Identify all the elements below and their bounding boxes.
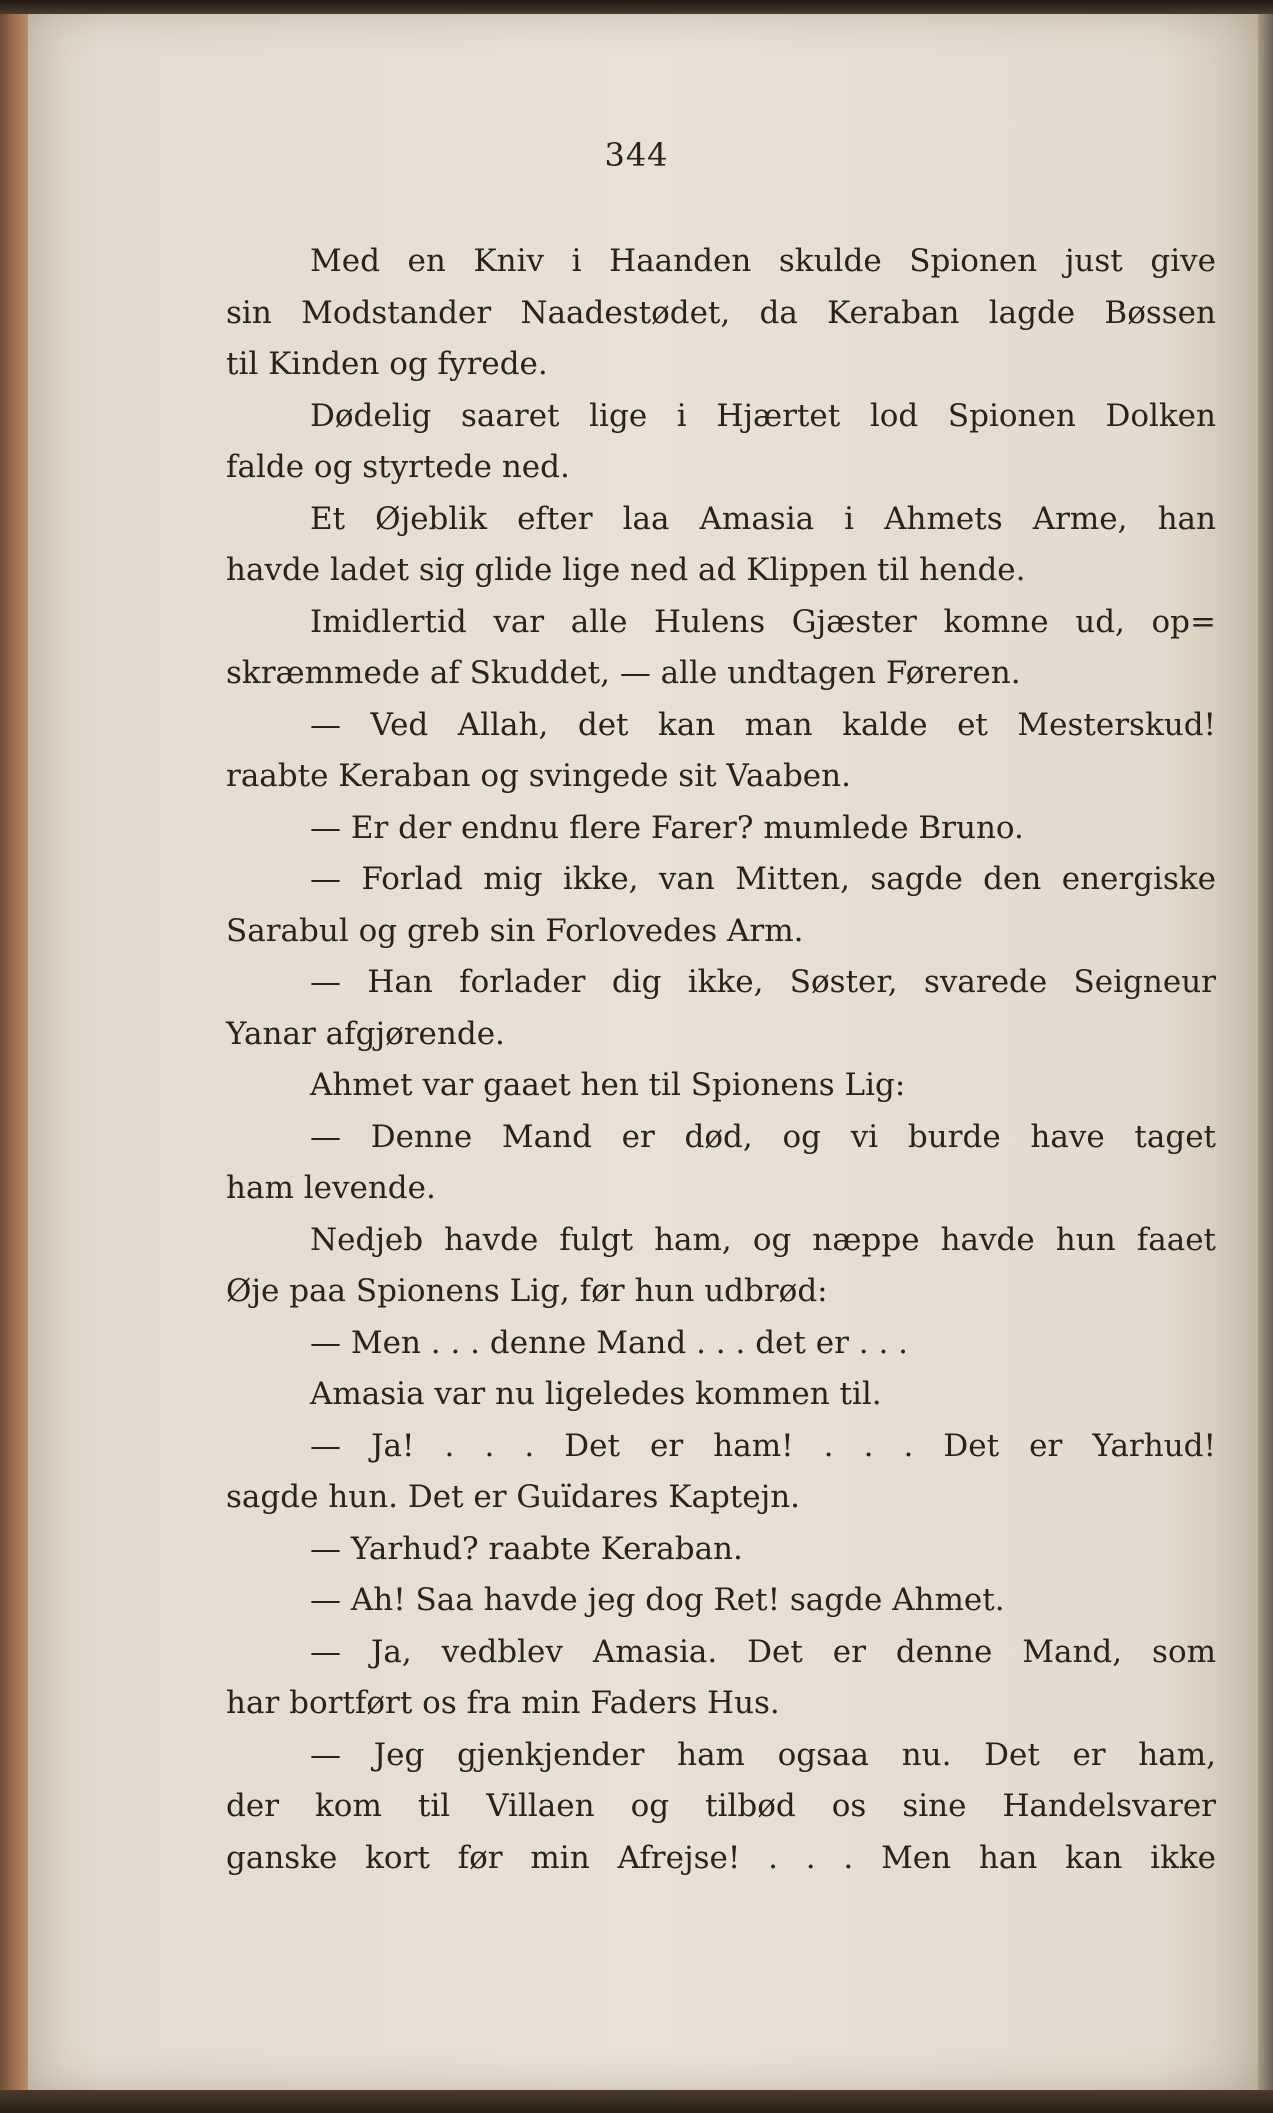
top-edge bbox=[0, 0, 1273, 14]
text-line: der kom til Villaen og tilbød os sine Handelsvarer bbox=[226, 1788, 1216, 1824]
text-line: Yanar afgjørende. bbox=[226, 1015, 505, 1052]
text-line: Nedjeb havde fulgt ham, og næppe havde hun faaet bbox=[310, 1221, 1216, 1258]
text-line: Ahmet var gaaet hen til Spionens Lig: bbox=[310, 1067, 906, 1103]
text-line: sin Modstander Naadestødet, da Keraban lagde Bøssen bbox=[226, 294, 1216, 331]
text-line: skræmmede af Skuddet, — alle undtagen Føreren. bbox=[226, 655, 1021, 691]
book-binding bbox=[0, 0, 28, 2113]
text-line: — Er der endnu flere Farer? mumlede Bruno. bbox=[310, 809, 1024, 846]
text-line: sagde hun. Det er Guïdares Kaptejn. bbox=[226, 1479, 801, 1515]
text-line: Med en Kniv i Haanden skulde Spionen just give bbox=[310, 243, 1216, 279]
text-line: — Forlad mig ikke, van Mitten, sagde den energiske bbox=[310, 861, 1216, 897]
text-line: til Kinden og fyrede. bbox=[226, 346, 548, 382]
text-line: — Yarhud? raabte Keraban. bbox=[310, 1530, 743, 1567]
text-line: ganske kort før min Afrejse! . . . Men han kan ikke bbox=[226, 1839, 1216, 1876]
text-line: Amasia var nu ligeledes kommen til. bbox=[310, 1376, 882, 1412]
text-line: — Denne Mand er død, og vi burde have taget bbox=[310, 1118, 1216, 1155]
text-line: Imidlertid var alle Hulens Gjæster komne ud, op= bbox=[310, 603, 1216, 640]
text-line: — Ah! Saa havde jeg dog Ret! sagde Ahmet. bbox=[310, 1582, 1005, 1618]
text-line: — Men . . . denne Mand . . . det er . . . bbox=[310, 1324, 909, 1361]
text-line: — Jeg gjenkjender ham ogsaa nu. Det er ham, bbox=[310, 1736, 1216, 1773]
text-line: Dødelig saaret lige i Hjærtet lod Spionen Dolken bbox=[310, 397, 1216, 434]
text-line: — Ja! . . . Det er ham! . . . Det er Yarhud! bbox=[310, 1427, 1216, 1464]
text-line: — Ja, vedblev Amasia. Det er denne Mand, som bbox=[310, 1633, 1216, 1670]
text-line: — Ved Allah, det kan man kalde et Mesterskud! bbox=[310, 706, 1216, 743]
text-line: Et Øjeblik efter laa Amasia i Ahmets Arme, han bbox=[310, 500, 1216, 537]
text-line: ham levende. bbox=[226, 1170, 436, 1206]
page-edge bbox=[1258, 14, 1273, 2090]
body-text bbox=[226, 236, 1216, 1884]
text-line: raabte Keraban og svingede sit Vaaben. bbox=[226, 758, 851, 794]
text-line: havde ladet sig glide lige ned ad Klippen til hende. bbox=[226, 552, 1026, 588]
text-line: Sarabul og greb sin Forlovedes Arm. bbox=[226, 912, 804, 949]
page-number: 344 bbox=[604, 136, 669, 174]
text-line: Øje paa Spionens Lig, før hun udbrød: bbox=[226, 1273, 828, 1309]
bottom-edge bbox=[0, 2090, 1273, 2113]
text-line: falde og styrtede ned. bbox=[226, 449, 570, 485]
text-line: — Han forlader dig ikke, Søster, svarede Seigneur bbox=[310, 964, 1216, 1000]
text-line: har bortført os fra min Faders Hus. bbox=[226, 1685, 780, 1721]
